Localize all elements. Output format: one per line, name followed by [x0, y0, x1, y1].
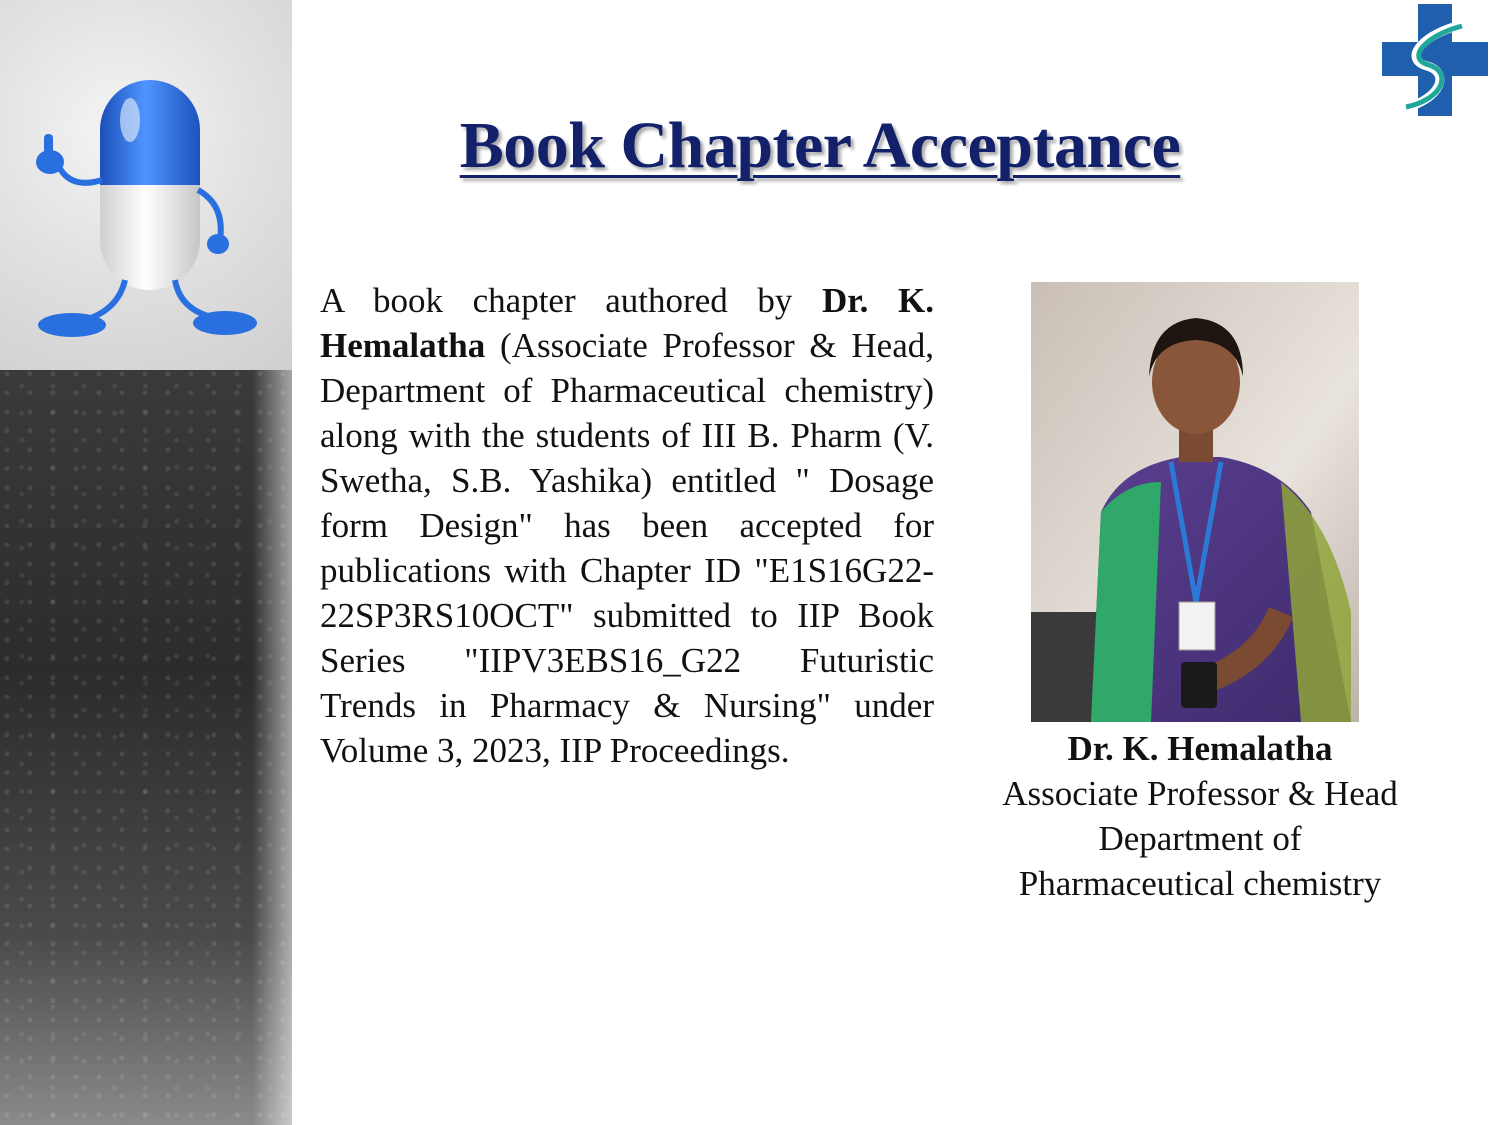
author-caption — [960, 726, 1440, 906]
announcement-details: (Associate Professor & Head, Department of Pharmaceutical chemistry) along with the students of III B. Pharm (V. Swetha, S.B. Yashika) entitled " Dosage form Design" has been accepted for publications with Chapter ID "E1S16G22-22SP3RS10OCT" submitted to IIP Book Series "IIPV3EBS16_G22 Futuristic Trends in Pharmacy & Nursing" under Volume 3, 2023, IIP Proceedings. — [320, 326, 934, 770]
capsule-mascot-icon — [10, 70, 280, 350]
author-photo — [1031, 282, 1359, 722]
announcement-text — [320, 278, 934, 773]
slide-title: Book Chapter Acceptance — [459, 109, 1181, 182]
announcement-lead: A book chapter authored by — [320, 281, 793, 320]
author-name: Dr. K. Hemalatha — [320, 281, 935, 365]
caption-department: Department of — [1098, 819, 1302, 858]
dark-stone-texture — [0, 370, 292, 1125]
caption-name: Dr. K. Hemalatha — [1067, 729, 1333, 768]
caption-subject: Pharmaceutical chemistry — [1018, 864, 1382, 903]
caption-role: Associate Professor & Head — [1002, 774, 1398, 813]
medical-cross-logo-icon — [1382, 4, 1488, 116]
decorative-side-panel — [0, 0, 292, 1125]
